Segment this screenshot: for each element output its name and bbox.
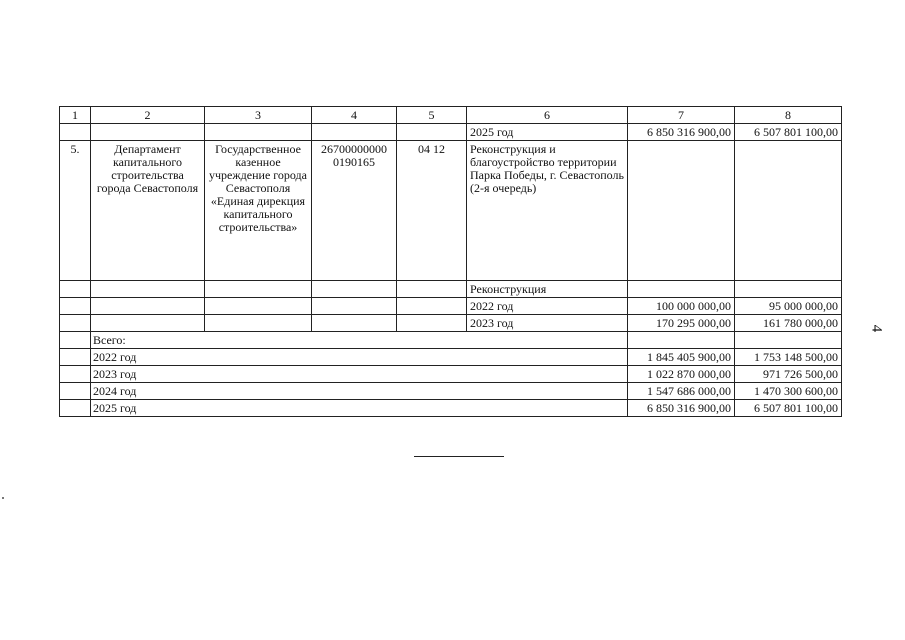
totals-row <box>60 366 842 383</box>
section-cell: 04 12 <box>397 141 467 281</box>
amount-cell: 6 507 801 100,00 <box>735 124 842 141</box>
year-cell: 2025 год <box>91 400 628 417</box>
table-row <box>60 298 842 315</box>
item-row <box>60 141 842 281</box>
table-row <box>60 281 842 298</box>
amount-cell: 971 726 500,00 <box>735 366 842 383</box>
reconstruction-label: Реконструкция <box>467 281 628 298</box>
totals-row <box>60 383 842 400</box>
totals-label: Всего: <box>91 332 628 349</box>
item-number: 5. <box>60 141 91 281</box>
header-cell: 4 <box>312 107 397 124</box>
amount-cell: 170 295 000,00 <box>628 315 735 332</box>
page-number: 4 <box>868 324 885 333</box>
amount-cell: 6 507 801 100,00 <box>735 400 842 417</box>
year-cell: 2025 год <box>467 124 628 141</box>
amount-cell: 100 000 000,00 <box>628 298 735 315</box>
totals-row <box>60 349 842 366</box>
amount-cell: 161 780 000,00 <box>735 315 842 332</box>
code-cell: 26700000000 0190165 <box>312 141 397 281</box>
amount-cell: 95 000 000,00 <box>735 298 842 315</box>
year-cell: 2023 год <box>467 315 628 332</box>
description-cell: Реконструкция и благоустройство территории Парка Победы, г. Севастополь (2-я очередь) <box>467 141 628 281</box>
year-cell: 2023 год <box>91 366 628 383</box>
amount-cell: 6 850 316 900,00 <box>628 400 735 417</box>
table-row <box>60 124 842 141</box>
totals-label-row <box>60 332 842 349</box>
year-cell: 2024 год <box>91 383 628 400</box>
amount-cell: 1 753 148 500,00 <box>735 349 842 366</box>
header-cell: 2 <box>91 107 205 124</box>
header-cell: 6 <box>467 107 628 124</box>
header-cell: 7 <box>628 107 735 124</box>
amount-cell: 1 470 300 600,00 <box>735 383 842 400</box>
institution-cell: Государственное казенное учреждение города Севастополя «Единая дирекция капитального строительства» <box>205 141 312 281</box>
header-cell: 1 <box>60 107 91 124</box>
amount-cell: 6 850 316 900,00 <box>628 124 735 141</box>
header-cell: 8 <box>735 107 842 124</box>
header-cell: 5 <box>397 107 467 124</box>
department-cell: Департамент капитального строительства города Севастополя <box>91 141 205 281</box>
header-row <box>60 107 842 124</box>
amount-cell: 1 845 405 900,00 <box>628 349 735 366</box>
footer-divider <box>414 456 504 457</box>
header-cell: 3 <box>205 107 312 124</box>
year-cell: 2022 год <box>467 298 628 315</box>
table-row <box>60 315 842 332</box>
scan-mark <box>2 497 4 499</box>
totals-row <box>60 400 842 417</box>
amount-cell: 1 022 870 000,00 <box>628 366 735 383</box>
budget-table <box>59 106 842 417</box>
year-cell: 2022 год <box>91 349 628 366</box>
amount-cell: 1 547 686 000,00 <box>628 383 735 400</box>
